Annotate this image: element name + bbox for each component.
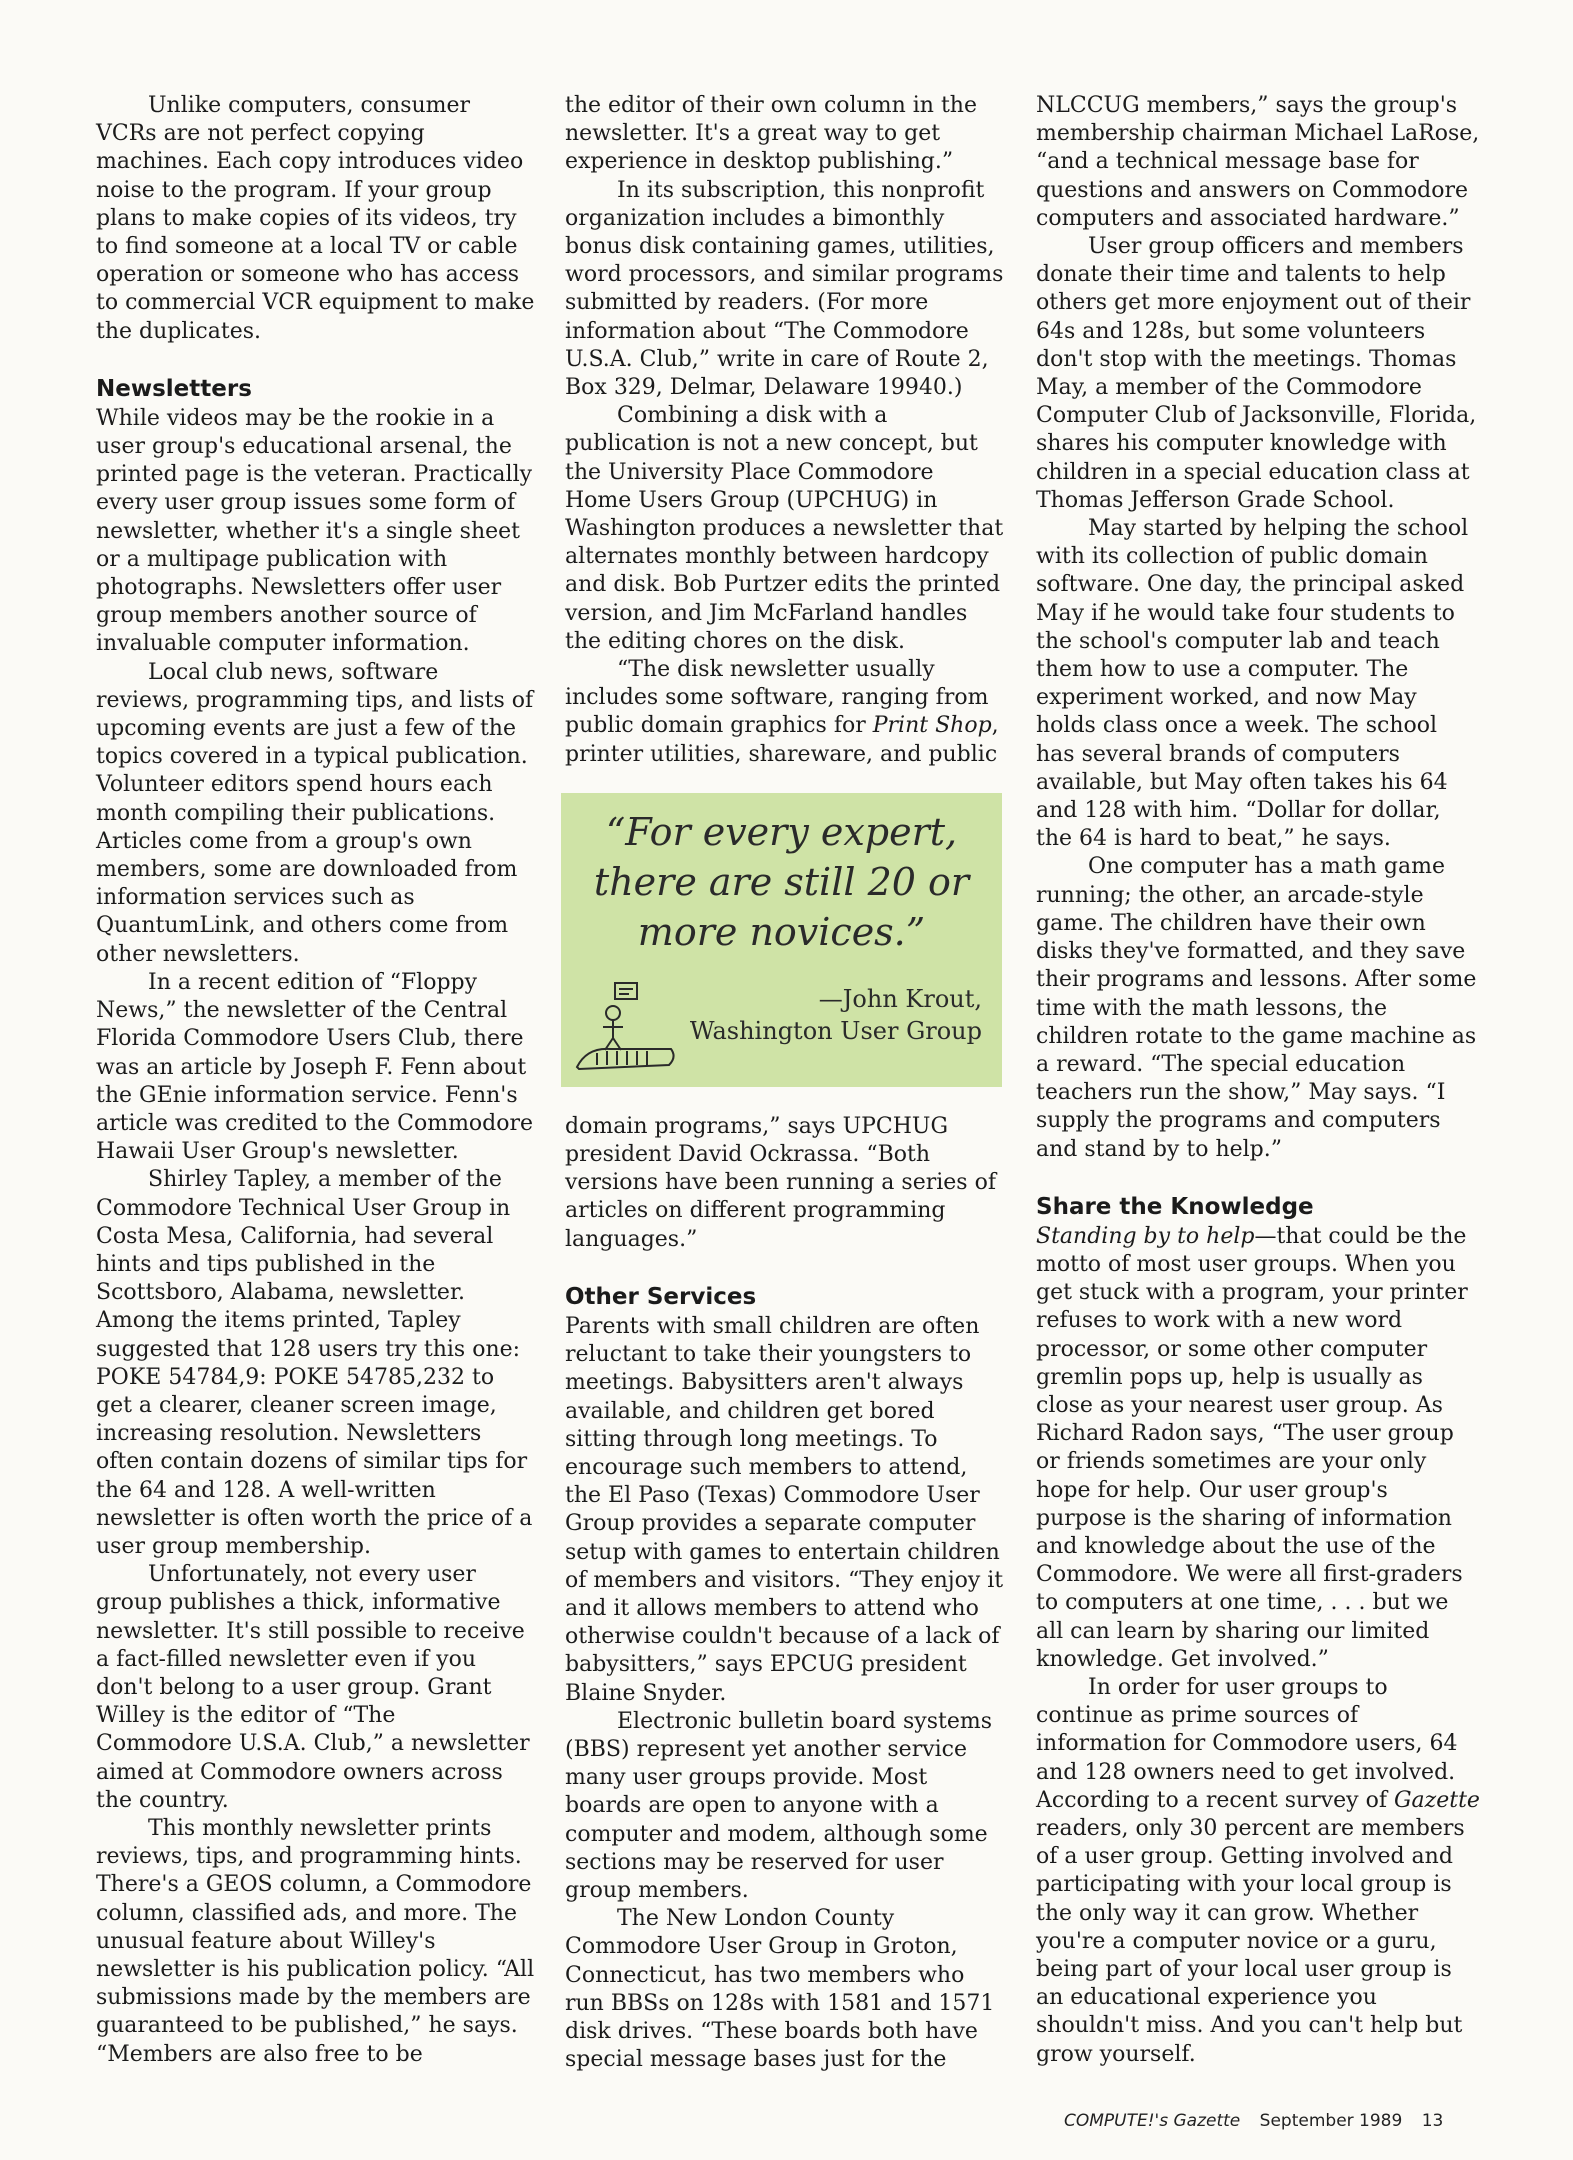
paragraph-lead-in: Standing by to help — [1036, 1223, 1255, 1249]
paragraph: Shirley Tapley, a member of the Commodore Technical User Group in Costa Mesa, California, had several hints and tips published in the Scottsboro, Alabama, newsletter. Among the items printed, Tapley suggested that 128 users try this one: POKE 54784,9: POKE 54785,232 to get a clearer, cleaner screen image, increasing resolution. Newsletters often contain dozens of similar tips for the 64 and 128. A well-written newsletter is often worth the price of a user group membership. — [96, 1167, 533, 1559]
paragraph: “The disk newsletter usually includes some software, ranging from public domain graphics for Print Shop, printer utilities, shareware, and public — [565, 657, 999, 767]
paragraph: NLCCUG members,” says the group's membership chairman Michael LaRose, “and a technical message base for questions and answers on Commodore computers and associated hardware.” — [1036, 93, 1480, 231]
title-gazette: Gazette — [1393, 1787, 1480, 1813]
paragraph: May started by helping the school with its collection of public domain software. One day, the principal asked May if he would take four students to the school's computer lab and teach them how to use a computer. The experiment worked, and now May holds class once a week. The school has several brands of computers available, but May often takes his 64 and 128 with him. “Dollar for dollar, the 64 is hard to beat,” he says. — [1036, 516, 1469, 852]
paragraph: Combining a disk with a publication is not a new concept, but the University Place Commodore Home Users Group (UPCHUG) in Washington produces a newsletter that alternates monthly between hardcopy and disk. Bob Purtzer edits the printed version, and Jim McFarland handles the editing chores on the disk. — [565, 403, 1004, 654]
column-2-top — [565, 92, 1005, 769]
column-2 — [565, 92, 1005, 2074]
pull-quote-box — [561, 793, 1002, 1087]
section-heading: Newsletters — [96, 375, 252, 402]
footer-page-number: 13 — [1421, 2111, 1444, 2131]
paragraph — [1036, 1223, 1481, 1674]
paragraph: In its subscription, this nonprofit organization includes a bimonthly bonus disk containing games, utilities, word processors, and similar programs submitted by readers. (For more information about “The Commodore U.S.A. Club,” write in care of Route 2, Box 329, Delmar, Delaware 19940.) — [565, 177, 1004, 401]
section-heading: Other Services — [565, 1283, 757, 1310]
pull-quote-attribution — [690, 983, 982, 1047]
paragraph: In order for user groups to continue as prime sources of information for Commodore users, 64 and 128 owners need to get involved. According to a recent survey of Gazette readers, only 30 percent are members of a user group. Getting involved and participating with your local group is the only way it can grow. Whether you're a computer novice or a guru, being part of your local user group is an educational experience you shouldn't miss. And you can't help but grow yourself. — [1036, 1674, 1480, 2067]
title-print-shop: Print Shop — [872, 713, 992, 739]
paragraph: In a recent edition of “Floppy News,” the newsletter of the Central Florida Commodore Users Club, there was an article by Joseph F. Fenn about the GEnie information service. Fenn's article was credited to the Commodore Hawaii User Group's newsletter. — [96, 969, 534, 1165]
column-1 — [96, 92, 536, 2069]
paragraph: User group officers and members donate their time and talents to help others get more enjoyment out of their 64s and 128s, but some volunteers don't stop with the meetings. Thomas May, a member of the Commodore Computer Club of Jacksonville, Florida, shares his computer knowledge with children in a special education class at Thomas Jefferson Grade School. — [1036, 234, 1477, 513]
paragraph-text: —that could be the motto of most user groups. When you get stuck with a program, your printer refuses to work with a new word processor, or some other computer gremlin pops up, help is usually as close as your nearest user group. As Richard Radon says, “The user group or friends sometimes are your only hope for help. Our user group's purpose is the sharing of information and knowledge about the use of the Commodore. We were all first-graders to computers at one time, . . . but we all can learn by sharing our limited knowledge. Get involved.” — [1036, 1223, 1468, 1672]
footer-magazine: COMPUTE!'s Gazette — [1064, 2111, 1241, 2131]
section-heading: Share the Knowledge — [1036, 1193, 1314, 1220]
attribution-group: Washington User Group — [689, 1016, 982, 1045]
attribution-name: —John Krout, — [818, 984, 982, 1013]
paragraph: Unfortunately, not every user group publishes a thick, informative newsletter. It's still possible to receive a fact-filled newsletter even if you don't belong to a user group. Grant Willey is the editor of “The Commodore U.S.A. Club,” a newsletter aimed at Commodore owners across the country. — [96, 1562, 530, 1813]
column-2-bottom — [565, 1113, 1005, 2075]
paragraph: One computer has a math game running; the other, an arcade-style game. The children have their own disks they've formatted, and they save their programs and lessons. After some time with the math lessons, the children rotate to the game machine as a reward. “The special education teachers run the show,” May says. “I supply the programs and computers and stand by to help.” — [1036, 854, 1477, 1162]
user-group-illustration-icon — [569, 969, 689, 1079]
paragraph: While videos may be the rookie in a user group's educational arsenal, the printed page is the veteran. Practically every user group issues some form of newsletter, whether it's a single sheet or a multipage publication with photographs. Newsletters offer user group members another source of invaluable computer information. — [96, 405, 533, 657]
pull-quote-text: “For every expert, there are still 20 or more novices.” — [593, 809, 970, 954]
column-3 — [1036, 92, 1481, 2069]
paragraph: Electronic bulletin board systems (BBS) represent yet another service many user groups provide. Most boards are open to anyone with a computer and modem, although some sections may be reserved for user group members. — [565, 1708, 992, 1903]
paragraph: Unlike computers, consumer VCRs are not perfect copying machines. Each copy introduces video noise to the program. If your group plans to make copies of its videos, try to find someone at a local TV or cable operation or someone who has access to commercial VCR equipment to make the duplicates. — [96, 93, 535, 344]
paragraph: Parents with small children are often reluctant to take their youngsters to meetings. Babysitters aren't always available, and children get bored sitting through long meetings. To encourage such members to attend, the El Paso (Texas) Commodore User Group provides a separate computer setup with games to entertain children of members and visitors. “They enjoy it and it allows members to attend who otherwise couldn't because of a lack of babysitters,” says EPCUG president Blaine Snyder. — [565, 1313, 1004, 1706]
paragraph: This monthly newsletter prints reviews, tips, and programming hints. There's a GEOS column, a Commodore column, classified ads, and more. The unusual feature about Willey's newsletter is his publication policy. “All submissions made by the members are guaranteed to be published,” he says. “Members are also free to be — [96, 1815, 535, 2067]
paragraph: The New London County Commodore User Group in Groton, Connecticut, has two members who run BBSs on 128s with 1581 and 1571 disk drives. “These boards both have special message bases just for the — [565, 1906, 995, 2073]
page-footer — [1064, 2111, 1457, 2131]
footer-date: September 1989 — [1259, 2111, 1403, 2131]
paragraph: domain programs,” says UPCHUG president David Ockrassa. “Both versions have been running a series of articles on different programming languages.” — [565, 1113, 996, 1252]
paragraph: the editor of their own column in the newsletter. It's a great way to get experience in desktop publishing.” — [565, 93, 977, 175]
paragraph: Local club news, software reviews, programming tips, and lists of upcoming events are just a few of the topics covered in a typical publication. Volunteer editors spend hours each month compiling their publications. Articles come from a group's own members, some are downloaded from information services such as QuantumLink, and others come from other newsletters. — [96, 659, 534, 967]
